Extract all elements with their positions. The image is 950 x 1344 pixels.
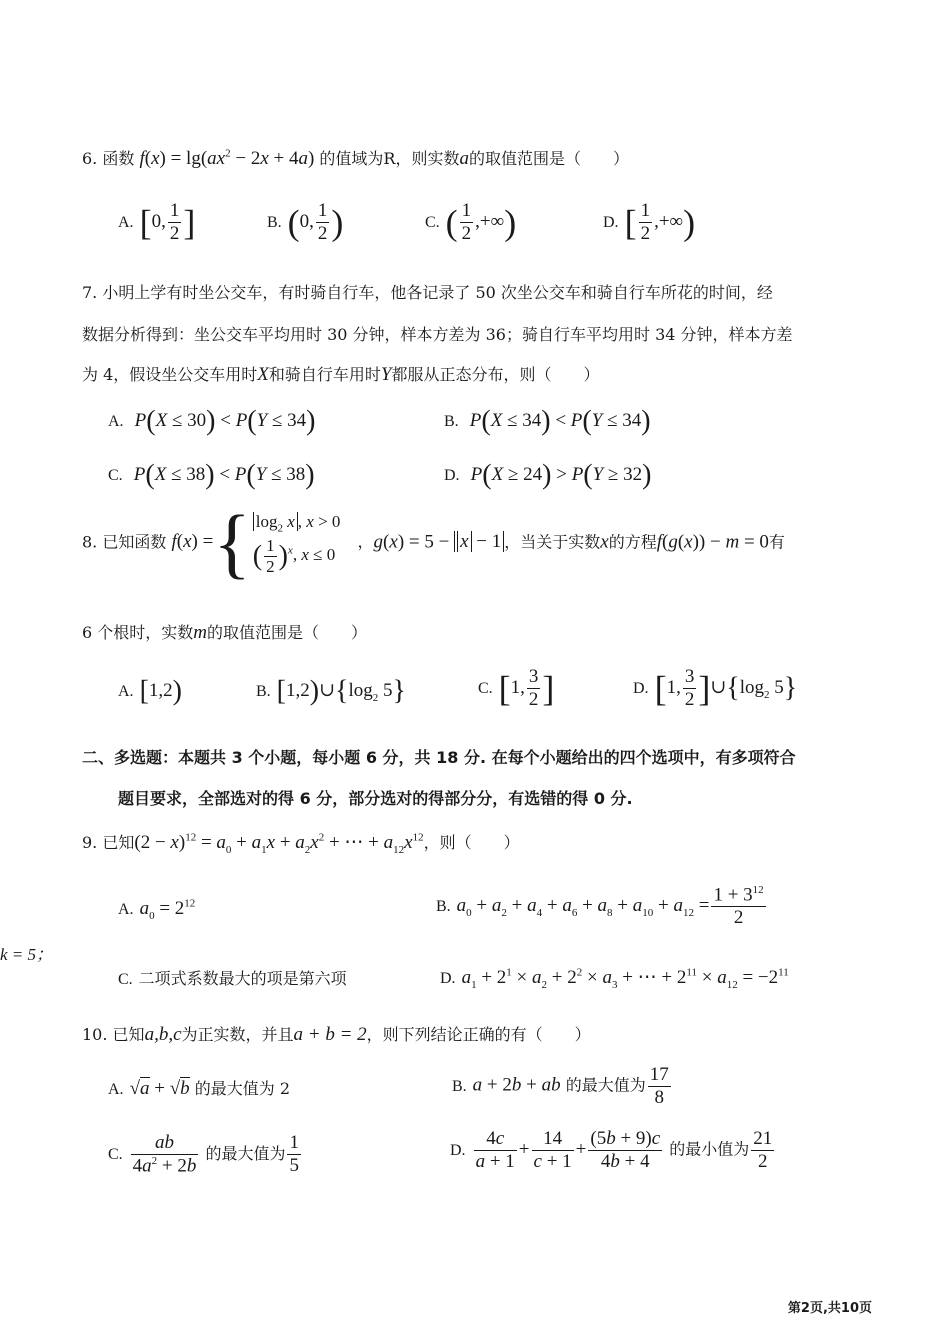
formula: $(2 - x)^{12} = a_0 + a_1x + a_2x^2$ + ⋯ + $a_{12}x^{12}$	[134, 831, 424, 856]
question-number: 9.	[82, 833, 98, 852]
question-7: 7. 小明上学有时坐公交车，有时骑自行车，他各记录了 50 次坐公交车和骑自行车所花的时间，经	[82, 283, 773, 302]
q10-option-d[interactable]: D. $\frac{4c}{a + 1}$ + $\frac{14}{c + 1}$ + $\frac{(5b + 9)c}{4b + 4}$ 的最小值为 $\frac{21}{2}$	[450, 1128, 773, 1172]
q6-option-d[interactable]: D. [ $\frac{1}{2}$ ,+∞)	[603, 200, 696, 244]
q7-option-b[interactable]: B. P(X ≤ 34) < P(Y ≤ 34)	[444, 406, 651, 437]
page-number: 第2页,共10页	[787, 1301, 872, 1316]
question-8-line-2: 6 个根时，实数m的取值范围是（ ）	[82, 622, 368, 643]
question-number: 7.	[82, 283, 98, 302]
q6-option-b[interactable]: B. (0, $\frac{1}{2}$ )	[267, 200, 344, 244]
question-6: 6. 函数 $f(x) = \lg(ax^2 - 2x + 4a)$ 的值域为R，则实数a的取值范围是（ ）	[82, 147, 629, 169]
q7-option-c[interactable]: C. P(X ≤ 38) < P(Y ≤ 38)	[108, 460, 315, 491]
section-heading-line-2: 题目要求，全部选对的得 6 分，部分选对的得部分分，有选错的得 0 分.	[118, 789, 633, 808]
g-function: g(x) = 5 − x − 1	[374, 531, 505, 552]
q8-option-a[interactable]: A. [1,2)	[118, 676, 182, 707]
q6-option-c[interactable]: C. ( $\frac{1}{2}$ ,+∞)	[425, 200, 517, 244]
question-7-line-3: 为 4，假设坐公交车用时X和骑自行车用时Y都服从正态分布，则（ ）	[82, 364, 600, 385]
q9-option-a[interactable]: A. $a_0 = 2^{12}$	[118, 898, 196, 923]
q8-option-d[interactable]: D. [1, $\frac{3}{2}$ ]$\cup\{\log_2$ 5}	[633, 666, 798, 710]
question-9: 9. 已知$(2 - x)^{12} = a_0 + a_1x + a_2x^2$ + ⋯ + $a_{12}x^{12}$，则（ ）	[82, 831, 520, 856]
question-8: 8. 已知函数 f(x) ={ $\log_2 x$ , x > 0 ( $\frac{1}{2}$ )$^x$, x ≤ 0 ，g(x) = 5 − x − 1 ，当关于实数x的方程f(g(x)) − m = 0有	[82, 499, 785, 586]
section-heading: 二、多选题：本题共 3 个小题，每小题 6 分，共 18 分. 在每个小题给出的四个选项中，有多项符合	[82, 748, 796, 767]
q10-option-b[interactable]: B. a + 2b + ab 的最大值为 $\frac{17}{8}$	[452, 1064, 669, 1108]
question-number: 10.	[82, 1025, 108, 1044]
margin-note: k = 5；	[0, 945, 54, 964]
q6-option-a[interactable]: A. [0, $\frac{1}{2}$ ]	[118, 200, 196, 244]
q8-option-c[interactable]: C. [1, $\frac{3}{2}$ ]	[478, 666, 555, 710]
question-7-line-2: 数据分析得到：坐公交车平均用时 30 分钟，样本方差为 36；骑自行车平均用时 34 分钟，样本方差	[82, 325, 793, 344]
formula: $f(x) = \lg(ax^2 - 2x + 4a)$	[139, 147, 315, 169]
equation: f(g(x)) − m = 0	[656, 531, 769, 553]
q10-option-a[interactable]: A. √a + √b 的最大值为 2	[108, 1078, 291, 1099]
question-10: 10. 已知a,b,c为正实数，并且a + b = 2，则下列结论正确的有（ ）	[82, 1024, 591, 1045]
q9-option-b[interactable]: B. $a_0 + a_2 + a_4 + a_6 + a_8 + a_{10} + a_{12}$ = $\frac{1 + 3^{12}}{2}$	[436, 884, 764, 929]
piecewise-function: f(x) ={ $\log_2 x$ , x > 0 ( $\frac{1}{2}$ )$^x$, x ≤ 0	[171, 499, 341, 586]
q8-option-b[interactable]: B. $[1,2)\cup\{\log_2$ 5}	[256, 676, 406, 707]
q10-option-c[interactable]: C. $\frac{ab}{4a^2 + 2b}$ 的最大值为 $\frac{1}{5}$	[108, 1132, 299, 1177]
q9-option-c[interactable]: C. 二项式系数最大的项是第六项	[118, 969, 347, 988]
q7-option-d[interactable]: D. P(X ≥ 24) > P(Y ≥ 32)	[444, 460, 652, 491]
question-number: 6.	[82, 149, 98, 168]
q9-option-d[interactable]: D. $a_1 + 2^1 \times a_2 + 2^2 \times a_3$ + ⋯ + $2^{11} \times a_{12} = -2^{11}$	[440, 966, 789, 991]
q7-option-a[interactable]: A. P(X ≤ 30) < P(Y ≤ 34)	[108, 406, 316, 437]
question-number: 8.	[82, 532, 98, 552]
